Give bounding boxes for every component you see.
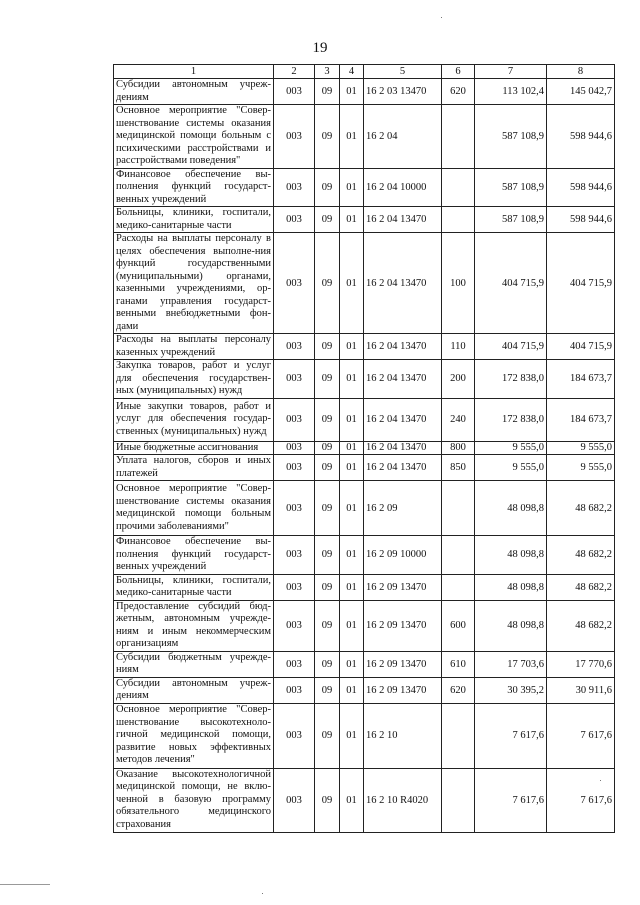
section-code: 09 — [315, 233, 340, 334]
table-row — [114, 481, 615, 536]
target-article-code: 16 2 04 13470 — [364, 441, 442, 455]
table-row — [114, 398, 615, 441]
table-row — [114, 233, 615, 334]
expense-type-code — [442, 768, 475, 832]
target-article-code: 16 2 04 13470 — [364, 455, 442, 481]
amount-year-2: 404 715,9 — [547, 233, 615, 334]
section-code: 09 — [315, 441, 340, 455]
amount-year-2: 184 673,7 — [547, 360, 615, 399]
row-name: Основное мероприятие "Совер-шенствование системы оказания медицинской помощи больным прочими заболеваниями" — [114, 481, 274, 536]
expense-type-code — [442, 574, 475, 600]
table-row — [114, 768, 615, 832]
amount-year-1: 48 098,8 — [475, 536, 547, 575]
subsection-code: 01 — [340, 677, 364, 703]
subsection-code: 01 — [340, 703, 364, 768]
section-code: 09 — [315, 79, 340, 105]
amount-year-1: 404 715,9 — [475, 233, 547, 334]
kvsr-code: 003 — [274, 105, 315, 169]
section-code: 09 — [315, 768, 340, 832]
amount-year-1: 172 838,0 — [475, 398, 547, 441]
subsection-code: 01 — [340, 334, 364, 360]
row-name: Расходы на выплаты персоналу казенных учреждений — [114, 334, 274, 360]
subsection-code: 01 — [340, 233, 364, 334]
subsection-code: 01 — [340, 600, 364, 651]
section-code: 09 — [315, 536, 340, 575]
target-article-code: 16 2 04 — [364, 105, 442, 169]
table-row — [114, 536, 615, 575]
kvsr-code: 003 — [274, 455, 315, 481]
table-row — [114, 574, 615, 600]
header-row — [114, 65, 615, 79]
amount-year-2: 404 715,9 — [547, 334, 615, 360]
subsection-code: 01 — [340, 168, 364, 207]
amount-year-1: 587 108,9 — [475, 105, 547, 169]
header-cell: 5 — [364, 65, 442, 79]
budget-table — [113, 64, 615, 833]
target-article-code: 16 2 09 13470 — [364, 574, 442, 600]
subsection-code: 01 — [340, 79, 364, 105]
target-article-code: 16 2 09 10000 — [364, 536, 442, 575]
section-code: 09 — [315, 455, 340, 481]
amount-year-1: 30 395,2 — [475, 677, 547, 703]
amount-year-2: 598 944,6 — [547, 207, 615, 233]
target-article-code: 16 2 03 13470 — [364, 79, 442, 105]
row-name: Предоставление субсидий бюд-жетным, автономным учрежде-ниям и иным некоммерческим организациям — [114, 600, 274, 651]
row-name: Субсидии автономным учреж-дениям — [114, 677, 274, 703]
expense-type-code: 110 — [442, 334, 475, 360]
kvsr-code: 003 — [274, 168, 315, 207]
kvsr-code: 003 — [274, 768, 315, 832]
page-number: 19 — [312, 40, 328, 56]
header-cell: 2 — [274, 65, 315, 79]
subsection-code: 01 — [340, 398, 364, 441]
header-cell: 8 — [547, 65, 615, 79]
expense-type-code: 620 — [442, 79, 475, 105]
section-code: 09 — [315, 574, 340, 600]
amount-year-2: 598 944,6 — [547, 168, 615, 207]
amount-year-2: 184 673,7 — [547, 398, 615, 441]
row-name: Закупка товаров, работ и услуг для обеспечения государствен-ных (муниципальных) нужд — [114, 360, 274, 399]
kvsr-code: 003 — [274, 536, 315, 575]
amount-year-1: 17 703,6 — [475, 651, 547, 677]
subsection-code: 01 — [340, 574, 364, 600]
row-name: Иные бюджетные ассигнования — [114, 441, 274, 455]
expense-type-code: 200 — [442, 360, 475, 399]
kvsr-code: 003 — [274, 651, 315, 677]
kvsr-code: 003 — [274, 677, 315, 703]
kvsr-code: 003 — [274, 360, 315, 399]
expense-type-code: 850 — [442, 455, 475, 481]
expense-type-code: 620 — [442, 677, 475, 703]
header-cell: 6 — [442, 65, 475, 79]
kvsr-code: 003 — [274, 574, 315, 600]
row-name: Финансовое обеспечение вы-полнения функций государст-венных учреждений — [114, 536, 274, 575]
table-row — [114, 105, 615, 169]
scan-speck — [262, 893, 263, 894]
expense-type-code: 800 — [442, 441, 475, 455]
subsection-code: 01 — [340, 536, 364, 575]
expense-type-code — [442, 168, 475, 207]
table-row — [114, 441, 615, 455]
kvsr-code: 003 — [274, 441, 315, 455]
target-article-code: 16 2 09 13470 — [364, 677, 442, 703]
target-article-code: 16 2 04 13470 — [364, 233, 442, 334]
kvsr-code: 003 — [274, 703, 315, 768]
row-name: Больницы, клиники, госпитали, медико-санитарные части — [114, 207, 274, 233]
table-row — [114, 651, 615, 677]
expense-type-code — [442, 481, 475, 536]
kvsr-code: 003 — [274, 481, 315, 536]
target-article-code: 16 2 09 13470 — [364, 651, 442, 677]
amount-year-2: 7 617,6 — [547, 703, 615, 768]
amount-year-1: 587 108,9 — [475, 168, 547, 207]
target-article-code: 16 2 04 13470 — [364, 360, 442, 399]
scan-speck — [441, 17, 442, 18]
amount-year-2: 48 682,2 — [547, 600, 615, 651]
subsection-code: 01 — [340, 455, 364, 481]
kvsr-code: 003 — [274, 207, 315, 233]
subsection-code: 01 — [340, 651, 364, 677]
table-row — [114, 600, 615, 651]
row-name: Иные закупки товаров, работ и услуг для обеспечения государ-ственных (муниципальных) нужд — [114, 398, 274, 441]
row-name: Основное мероприятие "Совер-шенствование высокотехноло-гичной медицинской помощи, развитие новых эффективных методов лечения" — [114, 703, 274, 768]
section-code: 09 — [315, 207, 340, 233]
kvsr-code: 003 — [274, 334, 315, 360]
table-row — [114, 207, 615, 233]
expense-type-code — [442, 536, 475, 575]
section-code: 09 — [315, 703, 340, 768]
kvsr-code: 003 — [274, 600, 315, 651]
kvsr-code: 003 — [274, 398, 315, 441]
section-code: 09 — [315, 677, 340, 703]
row-name: Больницы, клиники, госпитали, медико-санитарные части — [114, 574, 274, 600]
row-name: Расходы на выплаты персоналу в целях обеспечения выполне-ния функций государственными (муниципальными) органами, казенными учреждениями, ор-ганами управления государст-венными внебюджетными фон-дами — [114, 233, 274, 334]
target-article-code: 16 2 04 13470 — [364, 398, 442, 441]
scan-speck — [600, 780, 601, 781]
target-article-code: 16 2 10 — [364, 703, 442, 768]
target-article-code: 16 2 09 — [364, 481, 442, 536]
amount-year-1: 48 098,8 — [475, 574, 547, 600]
amount-year-2: 145 042,7 — [547, 79, 615, 105]
amount-year-1: 113 102,4 — [475, 79, 547, 105]
expense-type-code — [442, 105, 475, 169]
footer-rule — [0, 884, 50, 885]
amount-year-2: 598 944,6 — [547, 105, 615, 169]
target-article-code: 16 2 10 R4020 — [364, 768, 442, 832]
table-row — [114, 677, 615, 703]
section-code: 09 — [315, 651, 340, 677]
target-article-code: 16 2 04 13470 — [364, 334, 442, 360]
amount-year-2: 48 682,2 — [547, 481, 615, 536]
subsection-code: 01 — [340, 207, 364, 233]
header-cell: 3 — [315, 65, 340, 79]
section-code: 09 — [315, 600, 340, 651]
table-row — [114, 334, 615, 360]
table-row — [114, 703, 615, 768]
expense-type-code: 610 — [442, 651, 475, 677]
expense-type-code: 100 — [442, 233, 475, 334]
amount-year-1: 587 108,9 — [475, 207, 547, 233]
amount-year-2: 17 770,6 — [547, 651, 615, 677]
subsection-code: 01 — [340, 768, 364, 832]
subsection-code: 01 — [340, 360, 364, 399]
amount-year-2: 9 555,0 — [547, 455, 615, 481]
subsection-code: 01 — [340, 441, 364, 455]
table-row — [114, 79, 615, 105]
table-row — [114, 360, 615, 399]
expense-type-code: 240 — [442, 398, 475, 441]
section-code: 09 — [315, 398, 340, 441]
amount-year-1: 48 098,8 — [475, 600, 547, 651]
amount-year-2: 48 682,2 — [547, 574, 615, 600]
row-name: Субсидии бюджетным учрежде-ниям — [114, 651, 274, 677]
header-cell: 4 — [340, 65, 364, 79]
amount-year-1: 404 715,9 — [475, 334, 547, 360]
row-name: Субсидии автономным учреж-дениям — [114, 79, 274, 105]
amount-year-2: 30 911,6 — [547, 677, 615, 703]
amount-year-1: 7 617,6 — [475, 703, 547, 768]
subsection-code: 01 — [340, 481, 364, 536]
kvsr-code: 003 — [274, 79, 315, 105]
amount-year-2: 9 555,0 — [547, 441, 615, 455]
table-row — [114, 168, 615, 207]
header-cell: 7 — [475, 65, 547, 79]
amount-year-2: 48 682,2 — [547, 536, 615, 575]
amount-year-1: 48 098,8 — [475, 481, 547, 536]
amount-year-1: 9 555,0 — [475, 441, 547, 455]
expense-type-code — [442, 703, 475, 768]
section-code: 09 — [315, 334, 340, 360]
amount-year-1: 172 838,0 — [475, 360, 547, 399]
amount-year-1: 9 555,0 — [475, 455, 547, 481]
section-code: 09 — [315, 481, 340, 536]
amount-year-2: 7 617,6 — [547, 768, 615, 832]
target-article-code: 16 2 04 10000 — [364, 168, 442, 207]
row-name: Оказание высокотехнологичной медицинской помощи, не вклю-ченной в базовую программу обязательного медицинского страхования — [114, 768, 274, 832]
header-cell: 1 — [114, 65, 274, 79]
subsection-code: 01 — [340, 105, 364, 169]
amount-year-1: 7 617,6 — [475, 768, 547, 832]
row-name: Финансовое обеспечение вы-полнения функций государст-венных учреждений — [114, 168, 274, 207]
expense-type-code — [442, 207, 475, 233]
table-row — [114, 455, 615, 481]
target-article-code: 16 2 09 13470 — [364, 600, 442, 651]
target-article-code: 16 2 04 13470 — [364, 207, 442, 233]
section-code: 09 — [315, 105, 340, 169]
row-name: Уплата налогов, сборов и иных платежей — [114, 455, 274, 481]
expense-type-code: 600 — [442, 600, 475, 651]
section-code: 09 — [315, 360, 340, 399]
section-code: 09 — [315, 168, 340, 207]
kvsr-code: 003 — [274, 233, 315, 334]
row-name: Основное мероприятие "Совер-шенствование системы оказания медицинской помощи больным с психическими расстройствами и расстройствами поведения" — [114, 105, 274, 169]
